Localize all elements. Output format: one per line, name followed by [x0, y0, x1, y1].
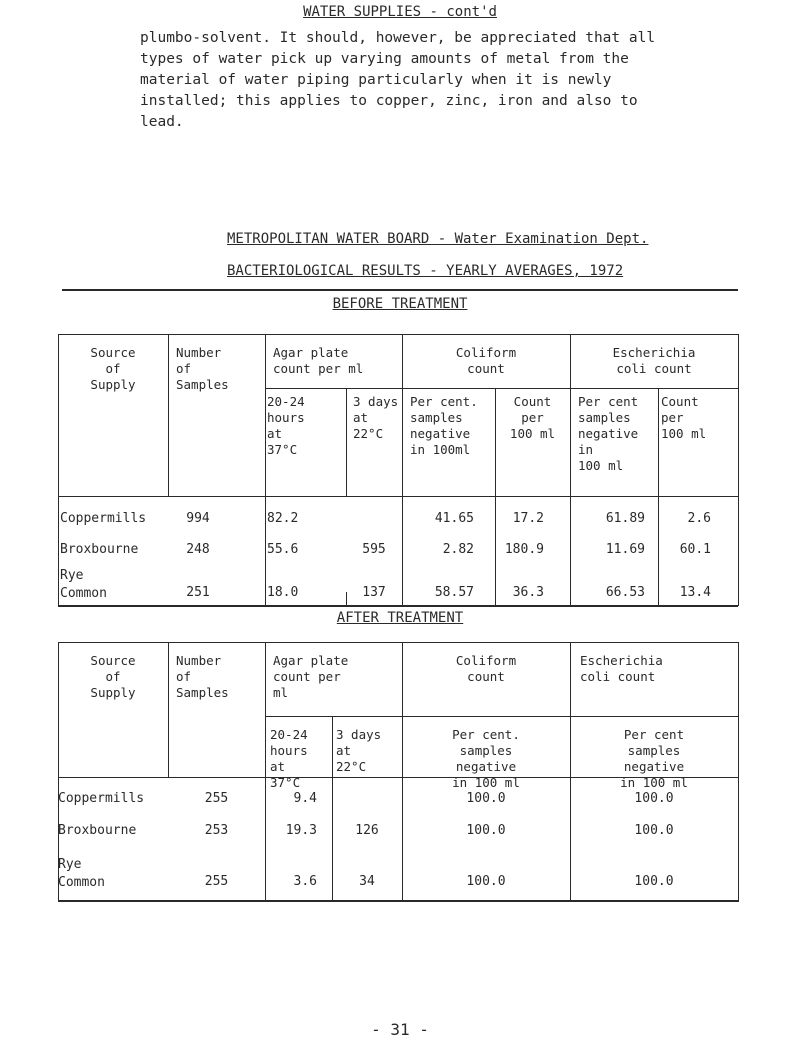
header-escherichia-coli-count: Escherichia coli count	[580, 653, 663, 684]
header-escherichia-count-per-100ml: Count per 100 ml	[661, 394, 707, 441]
header-coliform-count-per-100ml: Count per 100 ml	[509, 394, 556, 441]
row-source: Rye Common	[60, 568, 107, 601]
table-border-top	[58, 642, 738, 643]
row-source: Broxbourne	[58, 823, 137, 838]
paragraph-line: material of water piping particularly when it is newly	[140, 72, 612, 88]
page-number: - 31 -	[371, 1020, 429, 1039]
column-divider	[346, 388, 347, 496]
row-source: Coppermills	[60, 511, 147, 526]
row-escherichia-percent: 66.53	[605, 585, 645, 600]
row-escherichia-percent: 100.0	[634, 874, 674, 889]
row-coliform-percent: 2.82	[442, 542, 474, 557]
after-treatment-title: AFTER TREATMENT	[336, 610, 464, 626]
table-border-bottom	[58, 605, 738, 607]
table-border-top	[58, 334, 738, 335]
row-agar-20: 55.6	[267, 542, 299, 557]
header-escherichia-percent-negative: Per cent samples negative in 100 ml	[578, 394, 639, 473]
row-escherichia-percent: 100.0	[634, 823, 674, 838]
row-source: Coppermills	[58, 791, 145, 806]
row-agar-3: 595	[362, 542, 386, 557]
row-escherichia-count: 2.6	[687, 511, 711, 526]
row-agar-20: 19.3	[285, 823, 317, 838]
header-agar-plate-count: Agar plate count per ml	[273, 653, 349, 700]
row-agar-20: 18.0	[267, 585, 299, 600]
row-coliform-count: 17.2	[512, 511, 544, 526]
row-coliform-percent: 58.57	[434, 585, 474, 600]
intro-paragraph	[140, 28, 740, 133]
row-escherichia-percent: 100.0	[634, 791, 674, 806]
divider-line	[62, 289, 738, 291]
header-escherichia-coli-count: Escherichia coli count	[612, 345, 696, 376]
header-coliform-percent-negative: Per cent. samples negative in 100ml	[410, 394, 478, 457]
column-divider	[265, 642, 266, 902]
row-source: Broxbourne	[60, 542, 139, 557]
results-heading: BACTERIOLOGICAL RESULTS - YEARLY AVERAGES, 1972	[227, 263, 624, 279]
row-number: 255	[204, 874, 229, 889]
paragraph-line: installed; this applies to copper, zinc, iron and also to	[140, 93, 638, 109]
header-number-of-samples: Number of Samples	[176, 345, 229, 392]
row-source: Rye Common	[58, 857, 105, 890]
row-agar-3: 34	[359, 874, 375, 889]
header-coliform-percent-negative: Per cent. samples negative in 100 ml	[452, 727, 520, 790]
header-source-of-supply: Source of Supply	[90, 345, 136, 392]
page-title: WATER SUPPLIES - cont'd	[303, 4, 497, 20]
row-escherichia-percent: 11.69	[605, 542, 645, 557]
row-coliform-percent: 41.65	[434, 511, 474, 526]
column-divider	[168, 642, 169, 778]
row-coliform-percent: 100.0	[466, 874, 506, 889]
table-border-right	[738, 334, 739, 606]
row-coliform-percent: 100.0	[466, 791, 506, 806]
header-coliform-count: Coliform count	[455, 653, 517, 684]
row-number: 248	[186, 542, 210, 557]
column-divider	[265, 334, 266, 606]
row-escherichia-count: 13.4	[679, 585, 711, 600]
column-divider	[658, 388, 659, 606]
row-agar-20: 9.4	[293, 791, 317, 806]
header-source-of-supply: Source of Supply	[90, 653, 136, 700]
header-agar-3-days: 3 days at 22°C	[353, 394, 399, 441]
before-treatment-title: BEFORE TREATMENT	[332, 296, 468, 312]
column-divider	[168, 334, 169, 496]
board-heading: METROPOLITAN WATER BOARD - Water Examination Dept.	[227, 231, 649, 247]
row-coliform-count: 180.9	[504, 542, 544, 557]
paragraph-line: lead.	[140, 114, 184, 130]
row-agar-3: 137	[362, 585, 386, 600]
header-agar-3-days: 3 days at 22°C	[336, 727, 382, 774]
header-agar-plate-count: Agar plate count per ml	[273, 345, 364, 376]
row-agar-3: 126	[355, 823, 379, 838]
row-agar-20: 3.6	[293, 874, 317, 889]
header-agar-20-24-hours: 20-24 hours at 37°C	[267, 394, 305, 457]
table-subheader-line	[265, 716, 738, 717]
header-escherichia-percent-negative: Per cent samples negative in 100 ml	[620, 727, 688, 790]
header-agar-20-24-hours: 20-24 hours at 37°C	[270, 727, 308, 790]
header-number-of-samples: Number of Samples	[176, 653, 229, 700]
row-agar-20: 82.2	[267, 511, 299, 526]
paragraph-line: plumbo-solvent. It should, however, be appreciated that all	[140, 30, 656, 46]
row-number: 253	[204, 823, 229, 838]
header-coliform-count: Coliform count	[455, 345, 517, 376]
row-number: 251	[186, 585, 210, 600]
paragraph-line: types of water pick up varying amounts of metal from the	[140, 51, 629, 67]
row-coliform-count: 36.3	[512, 585, 544, 600]
row-escherichia-count: 60.1	[679, 542, 711, 557]
row-escherichia-percent: 61.89	[605, 511, 645, 526]
table-border-bottom	[58, 900, 738, 902]
table-header-line	[58, 496, 738, 497]
table-subheader-line	[265, 388, 738, 389]
row-coliform-percent: 100.0	[466, 823, 506, 838]
row-number: 994	[186, 511, 210, 526]
row-number: 255	[204, 791, 229, 806]
table-border-right	[738, 642, 739, 902]
